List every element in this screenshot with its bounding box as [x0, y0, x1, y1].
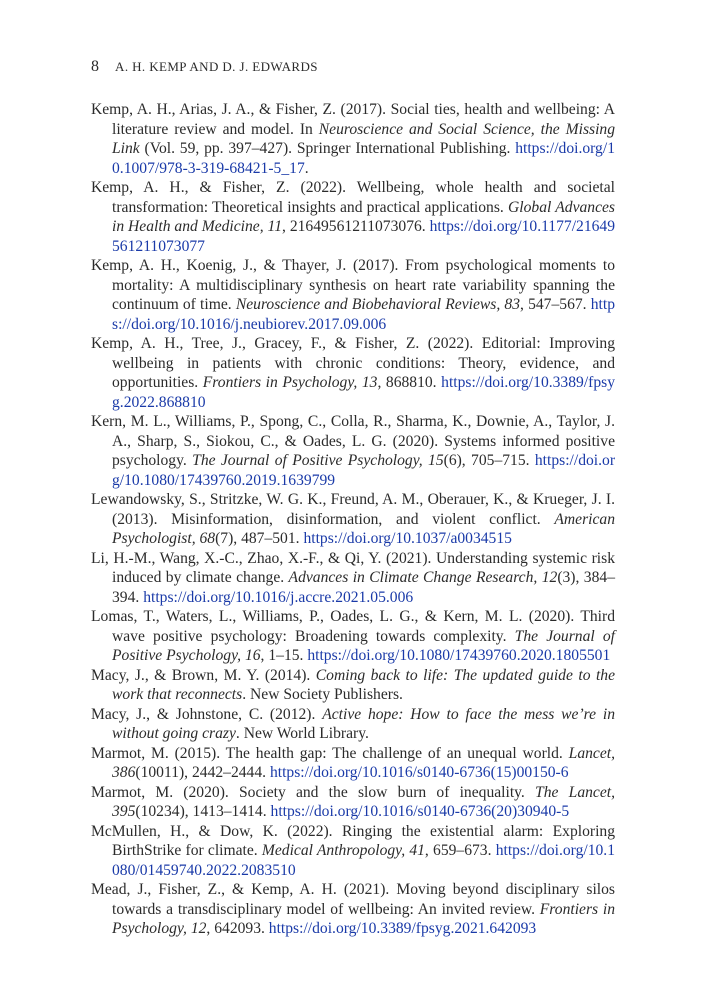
reference-source-title: Lancet, 386	[112, 744, 615, 781]
reference-details: (7), 487–501.	[215, 530, 304, 547]
doi-link[interactable]: https://doi.org/10.1016/s0140-6736(15)00150-6	[269, 764, 569, 781]
page-number: 8	[91, 58, 100, 75]
reference-entry	[91, 705, 615, 744]
reference-entry	[91, 100, 615, 178]
reference-source-title: The Journal of Positive Psychology, 15	[192, 452, 444, 469]
reference-entry	[91, 178, 615, 256]
reference-entry	[91, 334, 615, 412]
reference-text: Kemp, A. H., Tree, J., Gracey, F., & Fisher, Z. (2022). Editorial: Improving wellbeing in patients with chronic conditions: Theory, evidence, and opportunities.	[91, 335, 615, 391]
doi-link[interactable]: https://doi.org/10.3389/fpsyg.2021.642093	[268, 920, 537, 937]
reference-text: Lomas, T., Waters, L., Williams, P., Oades, L. G., & Kern, M. L. (2020). Third wave positive psychology: Broadening towards complexity.	[91, 608, 615, 645]
reference-details: , 21649561211073076.	[282, 218, 430, 235]
doi-link[interactable]: https://doi.org/10.1177/21649561211073077	[112, 218, 616, 255]
doi-link[interactable]: https://doi.org/10.1080/17439760.2019.1639799	[112, 452, 616, 489]
doi-link[interactable]: https://doi.org/10.3389/fpsyg.2022.868810	[112, 374, 616, 411]
reference-entry	[91, 256, 615, 334]
reference-details: . New Society Publishers.	[242, 686, 403, 703]
reference-details: (Vol. 59, pp. 397–427). Springer International Publishing.	[139, 140, 516, 157]
reference-entry	[91, 783, 615, 822]
reference-entry	[91, 666, 615, 705]
reference-text: Kemp, A. H., Koenig, J., & Thayer, J. (2017). From psychological moments to mortality: A multidisciplinary synthesis on heart rate variability spanning the continuum of time.	[91, 257, 615, 313]
reference-source-title: Coming back to life: The updated guide to the work that reconnects	[112, 666, 616, 703]
doi-link[interactable]: https://doi.org/10.1037/a0034515	[303, 530, 512, 547]
reference-entry	[91, 549, 615, 608]
reference-source-title: The Journal of Positive Psychology, 16	[112, 627, 615, 664]
reference-details: (3), 384–394.	[112, 569, 615, 606]
reference-details: , 868810.	[377, 374, 442, 391]
reference-entry	[91, 412, 615, 490]
reference-entry	[91, 880, 615, 939]
doi-link[interactable]: https://doi.org/10.1080/17439760.2020.1805501	[307, 647, 611, 664]
reference-source-title: Global Advances in Health and Medicine, 11	[112, 198, 615, 235]
reference-source-title: Frontiers in Psychology, 13	[202, 374, 378, 391]
reference-source-title: The Lancet, 395	[112, 783, 615, 820]
doi-link[interactable]: https://doi.org/10.1016/s0140-6736(20)30940-5	[270, 803, 570, 820]
running-head: A. H. KEMP AND D. J. EDWARDS	[115, 59, 318, 74]
doi-link[interactable]: https://doi.org/10.1007/978-3-319-68421-5_17	[112, 140, 615, 177]
reference-text: Macy, J., & Brown, M. Y. (2014).	[91, 666, 316, 684]
reference-entry	[91, 607, 615, 666]
reference-entry	[91, 744, 615, 783]
reference-source-title: American Psychologist, 68	[112, 510, 615, 547]
reference-source-title: Advances in Climate Change Research, 12	[288, 569, 558, 586]
reference-source-title: Neuroscience and Social Science, the Missing Link	[112, 120, 616, 157]
reference-text: Kern, M. L., Williams, P., Spong, C., Colla, R., Sharma, K., Downie, A., Taylor, J. A., Sharp, S., Siokou, C., & Oades, L. G. (2020). Systems informed positive psychology.	[91, 413, 615, 469]
reference-details: , 1–15.	[260, 647, 308, 664]
page-header	[91, 58, 318, 76]
reference-details: , 642093.	[206, 920, 269, 937]
doi-link[interactable]: https://doi.org/10.1080/01459740.2022.2083510	[112, 842, 615, 879]
reference-source-title: Active hope: How to face the mess we’re in without going crazy	[112, 705, 615, 742]
doi-link[interactable]: https://doi.org/10.1016/j.neubiorev.2017.09.006	[112, 296, 616, 333]
reference-trailing-punct: .	[304, 159, 309, 177]
reference-text: Macy, J., & Johnstone, C. (2012).	[91, 705, 323, 723]
reference-entry	[91, 490, 615, 549]
reference-details: , 547–567.	[520, 296, 591, 313]
reference-text: Mead, J., Fisher, Z., & Kemp, A. H. (2021). Moving beyond disciplinary silos towards a transdisciplinary model of wellbeing: An invited review.	[91, 881, 615, 918]
reference-details: . New World Library.	[235, 725, 369, 742]
reference-text: Lewandowsky, S., Stritzke, W. G. K., Freund, A. M., Oberauer, K., & Krueger, J. I. (2013). Misinformation, disinformation, and violent conflict.	[91, 491, 615, 528]
reference-source-title: Frontiers in Psychology, 12	[112, 900, 615, 937]
doi-link[interactable]: https://doi.org/10.1016/j.accre.2021.05.006	[143, 588, 414, 606]
reference-text: Kemp, A. H., Arias, J. A., & Fisher, Z. (2017). Social ties, health and wellbeing: A literature review and model. In	[91, 101, 615, 138]
reference-source-title: Medical Anthropology, 41	[261, 842, 425, 859]
reference-details: , 659–673.	[424, 842, 496, 859]
reference-text: Kemp, A. H., & Fisher, Z. (2022). Wellbeing, whole health and societal transformation: Theoretical insights and practical applications.	[91, 179, 615, 216]
reference-details: (10011), 2442–2444.	[135, 764, 270, 781]
reference-list	[91, 100, 615, 939]
reference-details: (10234), 1413–1414.	[135, 803, 271, 820]
reference-source-title: Neuroscience and Biobehavioral Reviews, 83	[235, 296, 521, 313]
reference-text: Li, H.-M., Wang, X.-C., Zhao, X.-F., & Qi, Y. (2021). Understanding systemic risk induced by climate change.	[91, 549, 615, 586]
reference-details: (6), 705–715.	[443, 452, 535, 469]
reference-text: McMullen, H., & Dow, K. (2022). Ringing the existential alarm: Exploring BirthStrike for climate.	[91, 822, 615, 859]
reference-text: Marmot, M. (2015). The health gap: The challenge of an unequal world.	[91, 744, 569, 762]
reference-entry	[91, 822, 615, 881]
reference-text: Marmot, M. (2020). Society and the slow burn of inequality.	[91, 783, 536, 801]
